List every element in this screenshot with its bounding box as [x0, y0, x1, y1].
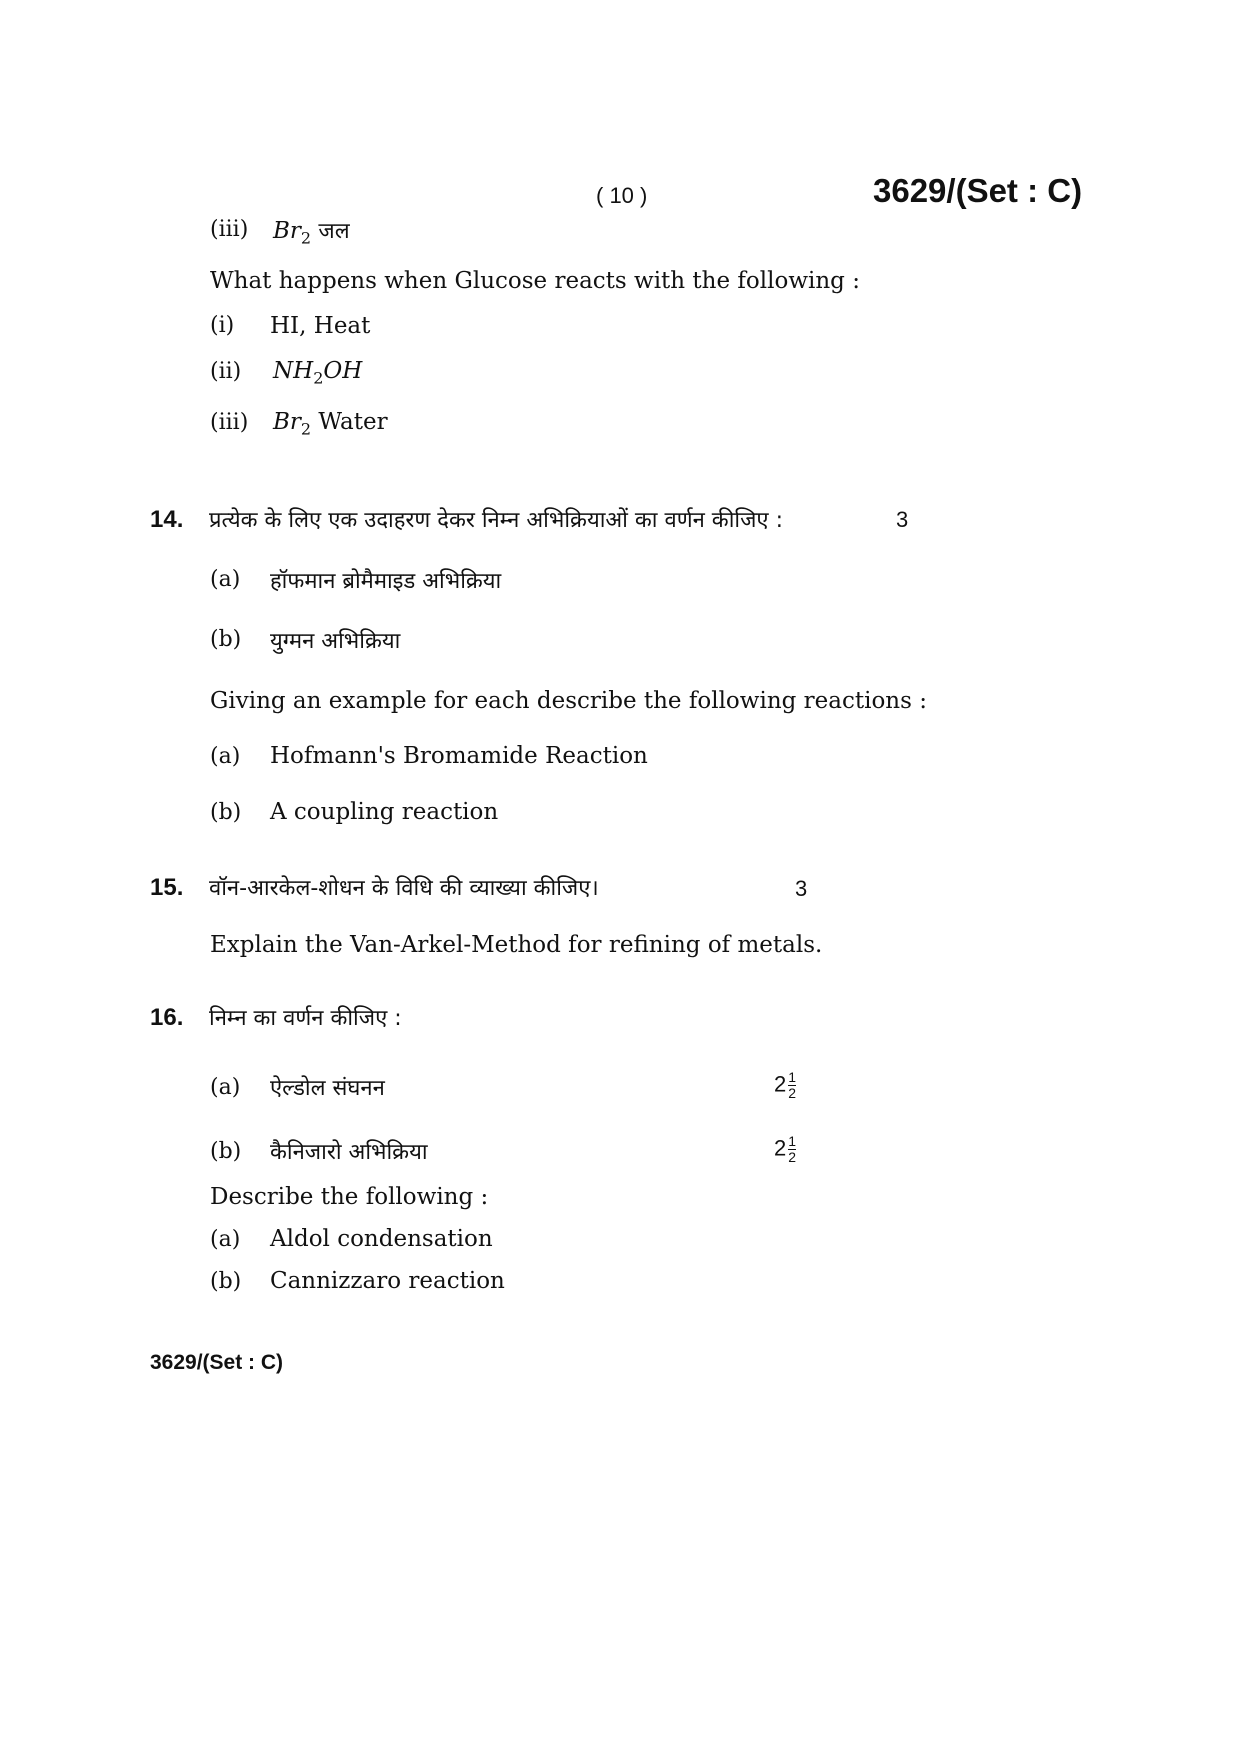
- q16-number: 16.: [150, 1004, 184, 1031]
- q16-hi-a-label: (a): [210, 1075, 241, 1100]
- q16-en-b-label: (b): [210, 1269, 242, 1294]
- q13-en-sub-ii: 2: [313, 368, 324, 388]
- q14-marks: 3: [896, 507, 909, 532]
- q16-b-marks-fraction: [788, 1134, 796, 1165]
- q16-a-marks-den: 2: [788, 1085, 797, 1101]
- q16-en-prompt: Describe the following :: [210, 1184, 489, 1210]
- set-code-footer: 3629/(Set : C): [150, 1351, 284, 1374]
- q16-b-marks: [774, 1134, 796, 1165]
- q14-en-prompt: Giving an example for each describe the following reactions :: [210, 688, 927, 714]
- set-code-header: 3629/(Set : C): [873, 172, 1083, 209]
- q16-hi-a: ऐल्डोल संघनन: [270, 1076, 385, 1101]
- q16-en-b: Cannizzaro reaction: [270, 1268, 505, 1294]
- q14-hi-b: युग्मन अभिक्रिया: [270, 629, 401, 654]
- q13-en-chem-br: Br: [273, 409, 301, 435]
- q14-hi-prompt: प्रत्येक के लिए एक उदाहरण देकर निम्न अभिक्रियाओं का वर्णन कीजिए :: [209, 508, 783, 533]
- q16-b-marks-num: 1: [788, 1133, 797, 1149]
- q14-en-b: A coupling reaction: [270, 799, 499, 825]
- q15-number: 15.: [150, 874, 184, 901]
- q13-en-item-i-label: (i): [210, 313, 235, 338]
- q13-en-item-ii: [273, 358, 362, 388]
- q16-en-a: Aldol condensation: [270, 1226, 493, 1252]
- q13-en-chem-oh: OH: [323, 358, 363, 384]
- q13-en-sub-iii: 2: [300, 419, 312, 439]
- q16-b-marks-den: 2: [788, 1149, 797, 1165]
- q16-hi-b-label: (b): [210, 1139, 242, 1164]
- page-number: ( 10 ): [596, 183, 648, 208]
- q14-en-b-label: (b): [210, 800, 242, 825]
- q13-hi-item-iii: [273, 215, 350, 248]
- q13-en-water: Water: [318, 409, 388, 435]
- q13-en-item-ii-label: (ii): [210, 359, 242, 384]
- q16-a-marks-whole: 2: [774, 1071, 787, 1097]
- q13-en-item-iii-label: (iii): [210, 410, 249, 435]
- q16-en-a-label: (a): [210, 1227, 241, 1252]
- q13-en-item-i: HI, Heat: [270, 313, 371, 339]
- q16-b-marks-whole: 2: [774, 1135, 787, 1161]
- q13-en-prompt: What happens when Glucose reacts with the following :: [210, 268, 860, 294]
- q16-a-marks-num: 1: [788, 1069, 797, 1085]
- q14-en-a: Hofmann's Bromamide Reaction: [270, 743, 648, 769]
- q13-en-chem-nh: NH: [273, 358, 314, 384]
- q16-hi-b: कैनिजारो अभिक्रिया: [270, 1140, 428, 1165]
- q16-hi-prompt: निम्न का वर्णन कीजिए :: [209, 1006, 402, 1031]
- q13-hi-text: जल: [318, 219, 350, 244]
- q14-en-a-label: (a): [210, 744, 241, 769]
- q13-en-item-iii: [273, 409, 388, 439]
- q14-hi-a: हॉफमान ब्रोमैमाइड अभिक्रिया: [270, 569, 502, 594]
- q15-hi-prompt: वॉन-आरकेल-शोधन के विधि की व्याख्या कीजिए।: [209, 876, 599, 901]
- q16-a-marks: [774, 1070, 796, 1101]
- q14-number: 14.: [150, 506, 184, 533]
- q14-hi-b-label: (b): [210, 627, 242, 652]
- q15-en-prompt: Explain the Van-Arkel-Method for refining of metals.: [210, 932, 823, 958]
- q13-hi-item-iii-label: (iii): [210, 217, 249, 242]
- q15-marks: 3: [795, 876, 808, 901]
- q14-hi-a-label: (a): [210, 567, 241, 592]
- q13-hi-chem-br: Br: [273, 218, 301, 244]
- q13-hi-sub: 2: [300, 228, 312, 248]
- q16-a-marks-fraction: [788, 1070, 796, 1101]
